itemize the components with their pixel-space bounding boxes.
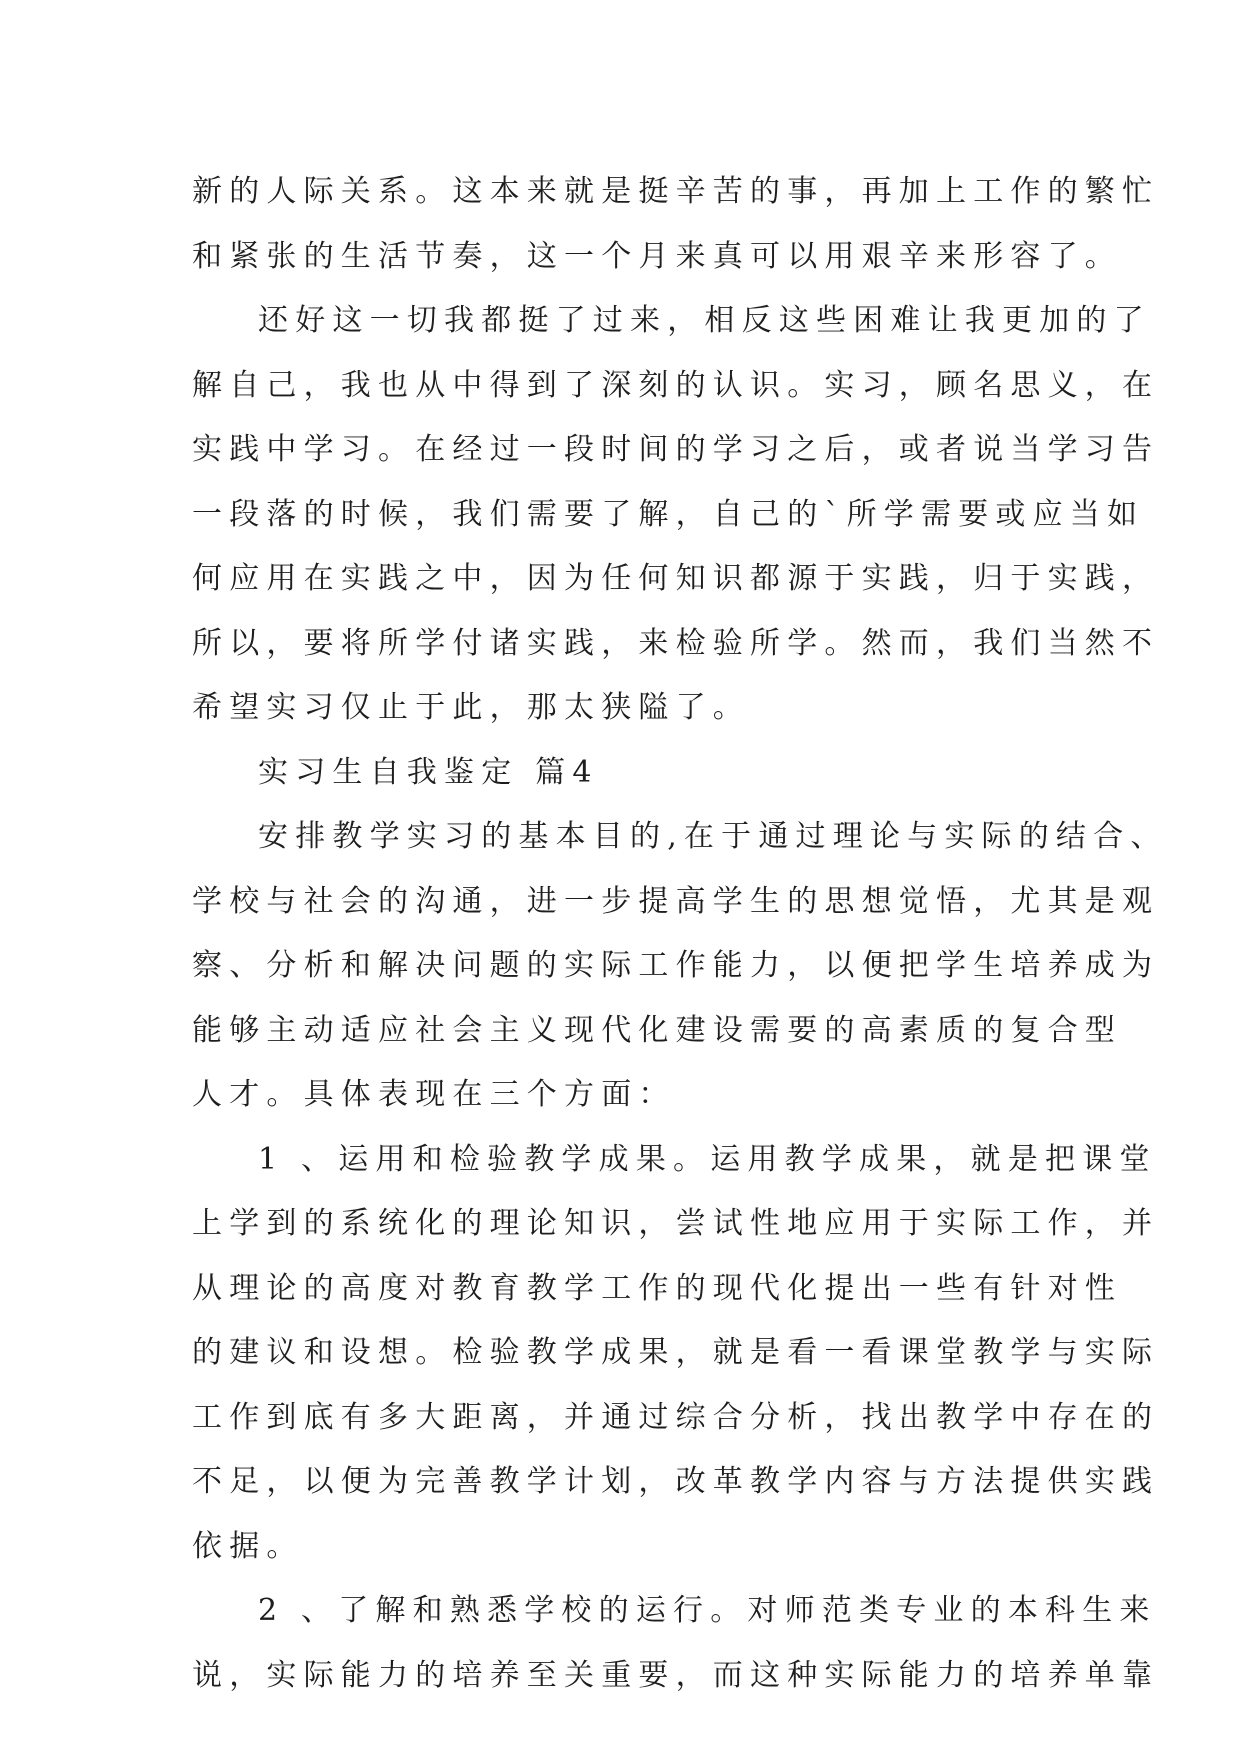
text-line: 工作到底有多大距离，并通过综合分析，找出教学中存在的 [192,1399,1160,1435]
text-line: 何应用在实践之中，因为任何知识都源于实践，归于实践， [192,561,1160,596]
text-line: 人才。具体表现在三个方面： [192,1077,676,1112]
text-line: 1 、运用和检验教学成果。运用教学成果，就是把课堂 [258,1141,1157,1177]
text-line: 依据。 [192,1528,304,1564]
text-line: 安排教学实习的基本目的,在于通过理论与实际的结合、 [258,819,1168,854]
text-line: 还好这一切我都挺了过来，相反这些困难让我更加的了 [258,303,1151,338]
text-line: 察、分析和解决问题的实际工作能力，以便把学生培养成为 [192,948,1160,983]
text-line: 实践中学习。在经过一段时间的学习之后，或者说当学习告 [192,432,1160,467]
text-line: 的建议和设想。检验教学成果，就是看一看课堂教学与实际 [192,1335,1160,1370]
text-line: 一段落的时候，我们需要了解，自己的`所学需要或应当如 [192,496,1145,532]
section-heading: 实习生自我鉴定 篇4 [258,754,599,790]
text-line: 不足，以便为完善教学计划，改革教学内容与方法提供实践 [192,1464,1160,1499]
text-line: 上学到的系统化的理论知识，尝试性地应用于实际工作，并 [192,1206,1160,1241]
text-line: 说，实际能力的培养至关重要，而这种实际能力的培养单靠 [192,1657,1160,1693]
text-line: 能够主动适应社会主义现代化建设需要的高素质的复合型 [192,1012,1122,1048]
text-line: 从理论的高度对教育教学工作的现代化提出一些有针对性 [192,1270,1122,1306]
text-line: 学校与社会的沟通，进一步提高学生的思想觉悟，尤其是观 [192,883,1160,919]
text-line: 新的人际关系。这本来就是挺辛苦的事，再加上工作的繁忙 [192,174,1160,209]
text-line: 希望实习仅止于此，那太狭隘了。 [192,690,750,725]
document-body [192,160,1168,1708]
text-line: 解自己，我也从中得到了深刻的认识。实习，顾名思义，在 [192,367,1160,403]
text-line: 所以，要将所学付诸实践，来检验所学。然而，我们当然不 [192,625,1160,661]
text-line: 和紧张的生活节奏，这一个月来真可以用艰辛来形容了。 [192,238,1122,274]
text-line: 2 、了解和熟悉学校的运行。对师范类专业的本科生来 [258,1593,1157,1628]
